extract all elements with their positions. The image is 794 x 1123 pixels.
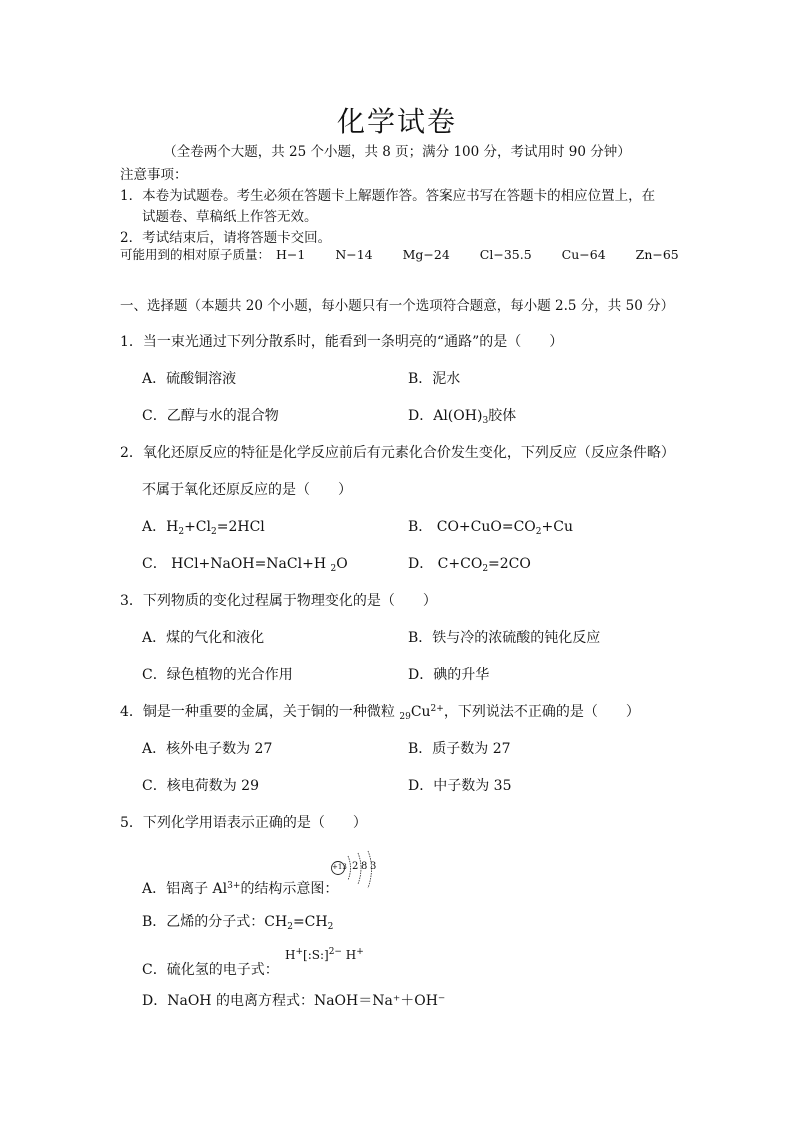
notice-heading: 注意事项： (120, 167, 188, 183)
notice-item-1: 1．本卷为试题卷。考生必须在答题卡上解题作答。答案应书写在答题卡的相应位置上，在 (120, 188, 656, 204)
al-shell-1: 2 (352, 861, 359, 872)
question-5-stem: 5．下列化学用语表示正确的是（ ） (120, 815, 367, 831)
question-4-option-a: A．核外电子数为 27 (142, 741, 273, 757)
mass-h: H−1 (276, 247, 306, 262)
question-3-option-a: A．煤的气化和液化 (142, 630, 265, 646)
question-5-option-c: C．硫化氢的电子式： (142, 962, 279, 978)
question-1-option-c: C．乙醇与水的混合物 (142, 408, 279, 424)
question-3-option-b: B．铁与冷的浓硫酸的钝化反应 (408, 630, 601, 646)
question-2-option-b: B． $CO+CuO=CO_2+Cu$ (408, 519, 573, 537)
h2s-electron-formula: H+[:S:]$^{2-}$ H+ (285, 947, 364, 962)
al-shell-3: 3 (370, 861, 377, 872)
question-4-stem: 4．铜是一种重要的金属，关于铜的一种微粒 $_{29}Cu^{2+}$，下列说法不正确的是（ ） (120, 704, 640, 722)
question-3-option-d: D．碘的升华 (408, 667, 490, 683)
question-2-option-a: A．$H_2+Cl_2=2HCl$ (142, 519, 265, 537)
exam-info: （全卷两个大题，共 25 个小题，共 8 页；满分 100 分，考试用时 90 分钟） (163, 144, 631, 160)
atomic-masses-label: 可能用到的相对原子质量： (120, 247, 271, 262)
question-4-option-b: B．质子数为 27 (408, 741, 511, 757)
question-3-option-c: C．绿色植物的光合作用 (142, 667, 293, 683)
question-2-stem-cont: 不属于氧化还原反应的是（ ） (142, 482, 352, 498)
question-1-option-b: B．泥水 (408, 371, 461, 387)
al-shell-2: 8 (361, 861, 368, 872)
question-4-option-c: C．核电荷数为 29 (142, 778, 259, 794)
section-1-heading: 一、选择题（本题共 20 个小题，每小题只有一个选项符合题意，每小题 2.5 分，共 50 分） (120, 298, 675, 314)
notice-item-2: 2．考试结束后，请将答题卡交回。 (120, 230, 332, 246)
question-5-option-d: D．NaOH 的电离方程式：NaOH＝Na⁺＋OH⁻ (142, 993, 446, 1009)
mass-cu: Cu−64 (561, 247, 606, 262)
page-title: 化学试卷 (336, 105, 457, 138)
mass-mg: Mg−24 (402, 247, 450, 262)
notice-item-1-cont: 试题卷、草稿纸上作答无效。 (142, 209, 318, 225)
question-1-option-d: D．$Al(OH)_3$胶体 (408, 408, 517, 426)
al-nucleus-label: +13 (332, 863, 347, 871)
question-1-stem: 1．当一束光通过下列分散系时，能看到一条明亮的“通路”的是（ ） (120, 334, 564, 350)
atomic-masses (120, 245, 679, 263)
question-4-option-d: D．中子数为 35 (408, 778, 512, 794)
question-5-option-b: B．乙烯的分子式：$CH_2=CH_2$ (142, 914, 334, 932)
question-2-option-d: D． $C+CO_2=2CO$ (408, 556, 531, 574)
mass-n: N−14 (335, 247, 373, 262)
question-2-option-c: C． HCl+NaOH=NaCl+H $_2$O (142, 556, 348, 574)
mass-cl: Cl−35.5 (479, 247, 532, 262)
question-3-stem: 3．下列物质的变化过程属于物理变化的是（ ） (120, 593, 437, 609)
question-5-option-a: A．铝离子 $Al^{3+}$的结构示意图： (142, 881, 339, 897)
question-2-stem: 2．氧化还原反应的特征是化学反应前后有元素化合价发生变化，下列反应（反应条件略） (120, 445, 675, 461)
question-1-option-a: A．硫酸铜溶液 (142, 371, 237, 387)
mass-zn: Zn−65 (635, 247, 679, 262)
